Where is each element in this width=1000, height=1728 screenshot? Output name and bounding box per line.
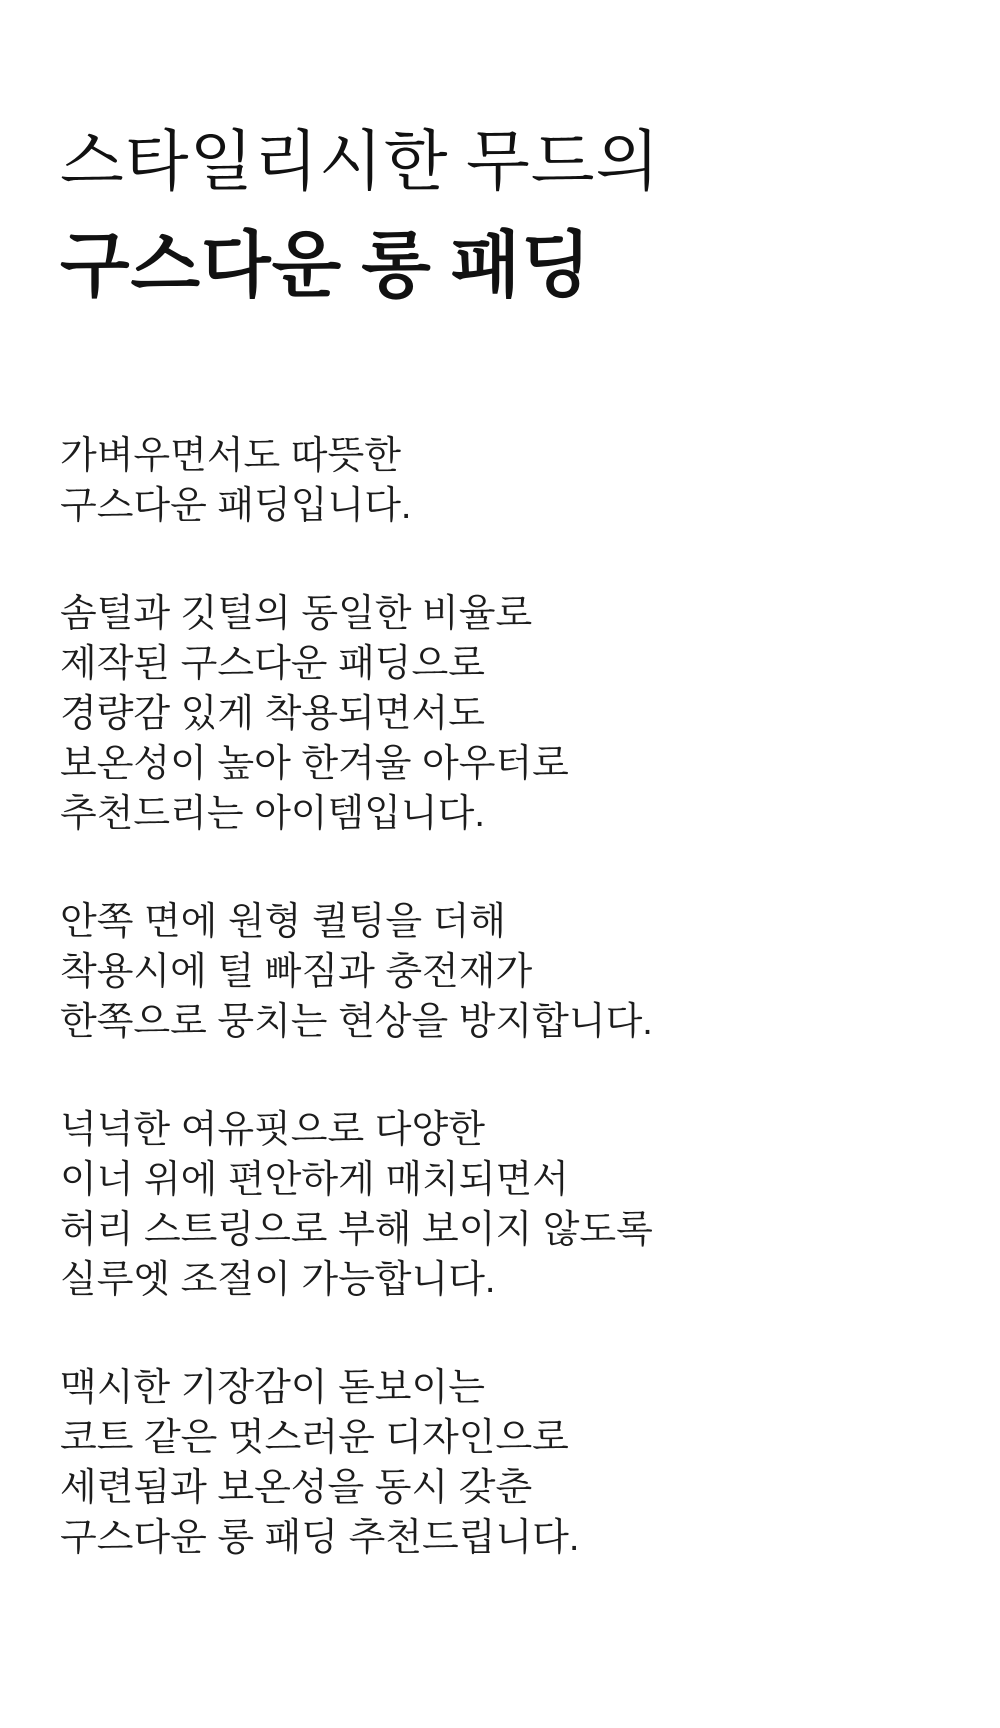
body-text	[60, 431, 950, 1563]
text-line: 안쪽 면에 원형 퀼팅을 더해	[60, 900, 507, 943]
text-line: 이너 위에 편안하게 매치되면서	[60, 1158, 569, 1201]
text-line: 추천드리는 아이템입니다.	[60, 792, 485, 835]
text-line: 착용시에 털 빠짐과 충전재가	[60, 950, 533, 993]
text-line: 맥시한 기장감이 돋보이는	[60, 1366, 485, 1409]
text-line: 코트 같은 멋스러운 디자인으로	[60, 1416, 569, 1459]
title-subline: 스타일리시한 무드의	[60, 126, 661, 199]
paragraph	[60, 1105, 950, 1305]
text-line: 가벼우면서도 따뜻한	[60, 434, 401, 477]
paragraph	[60, 589, 950, 839]
text-line: 넉넉한 여유핏으로 다양한	[60, 1108, 485, 1151]
text-line: 구스다운 롱 패딩 추천드립니다.	[60, 1516, 580, 1559]
title-mainline: 구스다운 롱 패딩	[60, 226, 592, 307]
text-line: 실루엣 조절이 가능합니다.	[60, 1258, 496, 1301]
paragraph	[60, 431, 950, 531]
text-line: 솜털과 깃털의 동일한 비율로	[60, 592, 533, 635]
text-line: 제작된 구스다운 패딩으로	[60, 642, 485, 685]
text-line: 한쪽으로 뭉치는 현상을 방지합니다.	[60, 1000, 653, 1043]
paragraph	[60, 1363, 950, 1563]
text-line: 허리 스트링으로 부해 보이지 않도록	[60, 1208, 653, 1251]
text-line: 보온성이 높아 한겨울 아우터로	[60, 742, 569, 785]
text-line: 경량감 있게 착용되면서도	[60, 692, 485, 735]
page-title	[60, 112, 950, 319]
text-line: 구스다운 패딩입니다.	[60, 484, 412, 527]
text-line: 세련됨과 보온성을 동시 갖춘	[60, 1466, 533, 1509]
paragraph	[60, 897, 950, 1047]
